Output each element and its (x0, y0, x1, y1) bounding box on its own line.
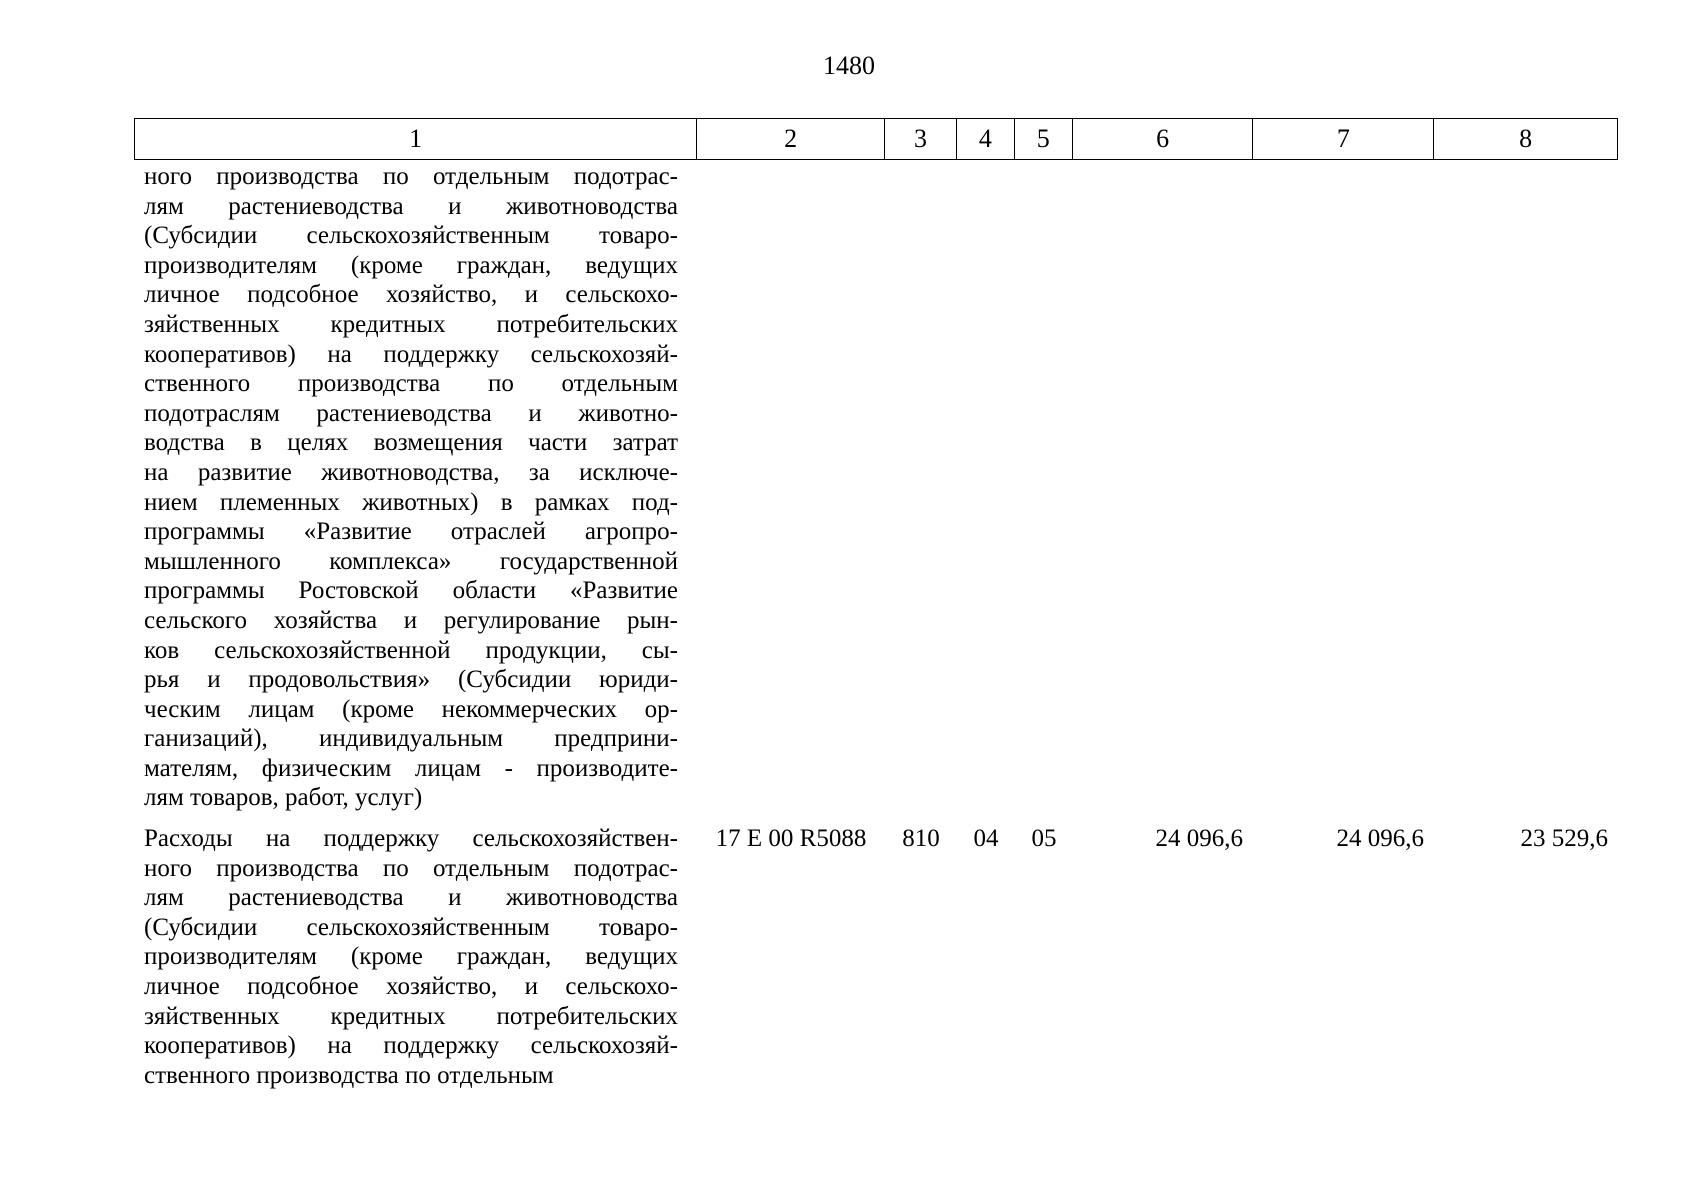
description-line: кооперативов) на поддержку сельскохозяй- (144, 340, 678, 368)
description-line: Расходы на поддержку сельскохозяйствен- (144, 825, 678, 852)
description-line: ственного производства по отдельным (144, 1061, 554, 1089)
header-col-2: 2 (697, 119, 885, 159)
description-line: сельского хозяйства и регулирование рын- (144, 606, 678, 634)
description-line: рья и продовольствия» (Субсидии юриди- (144, 666, 678, 694)
row-col-6: 24 096,6 (1155, 825, 1243, 852)
description-line: программы Ростовской области «Развитие (144, 577, 678, 605)
description-line: мателям, физическим лицам - производите- (144, 754, 678, 782)
description-line: зяйственных кредитных потребительских (144, 1002, 678, 1030)
row-description (144, 162, 678, 813)
description-line: лям растениеводства и животноводства (144, 884, 678, 912)
header-col-1: 1 (135, 119, 697, 159)
row-code: 17 Е 00 R5088 (715, 825, 867, 852)
row-col-3: 810 (902, 825, 940, 852)
page-number: 1480 (823, 51, 875, 80)
header-col-8: 8 (1519, 124, 1533, 153)
row-col-8: 23 529,6 (1520, 825, 1608, 852)
description-line: (Субсидии сельскохозяйственным товаро- (144, 913, 678, 941)
description-line: ственного производства по отдельным (144, 370, 678, 398)
description-line: водства в целях возмещения части затрат (144, 429, 678, 457)
description-line: нием племенных животных) в рамках под- (144, 488, 678, 516)
description-line: производителям (кроме граждан, ведущих (144, 251, 678, 279)
description-line: ков сельскохозяйственной продукции, сы- (144, 636, 678, 664)
description-line: личное подсобное хозяйство, и сельскохо- (144, 972, 678, 1000)
description-line: ного производства по отдельным подотрас- (144, 163, 678, 190)
description-line: ганизаций), индивидуальным предприни- (144, 725, 678, 753)
description-line: на развитие животноводства, за исключе- (144, 458, 678, 486)
header-col-6: 6 (1073, 119, 1254, 159)
description-line: подотраслям растениеводства и животно- (144, 399, 678, 427)
description-line: программы «Развитие отраслей агропро- (144, 518, 678, 546)
description-line: лям товаров, работ, услуг) (144, 784, 423, 812)
row-description (144, 824, 678, 1090)
description-line: производителям (кроме граждан, ведущих (144, 943, 678, 971)
header-col-4: 4 (957, 119, 1015, 159)
header-col-3: 3 (885, 119, 957, 159)
header-col-7: 7 (1253, 119, 1434, 159)
row-col-7: 24 096,6 (1336, 825, 1424, 852)
description-line: кооперативов) на поддержку сельскохозяй- (144, 1032, 678, 1060)
description-line: личное подсобное хозяйство, и сельскохо- (144, 281, 678, 309)
row-col-4: 04 (973, 825, 999, 852)
description-line: ческим лицам (кроме некоммерческих ор- (144, 695, 678, 723)
description-line: зяйственных кредитных потребительских (144, 310, 678, 338)
row-col-5: 05 (1031, 825, 1057, 852)
description-line: (Субсидии сельскохозяйственным товаро- (144, 222, 678, 250)
header-col-5: 5 (1015, 119, 1073, 159)
description-line: мышленного комплекса» государственной (144, 547, 678, 575)
table-header-row (134, 118, 1618, 160)
description-line: ного производства по отдельным подотрас- (144, 854, 678, 882)
description-line: лям растениеводства и животноводства (144, 192, 678, 220)
